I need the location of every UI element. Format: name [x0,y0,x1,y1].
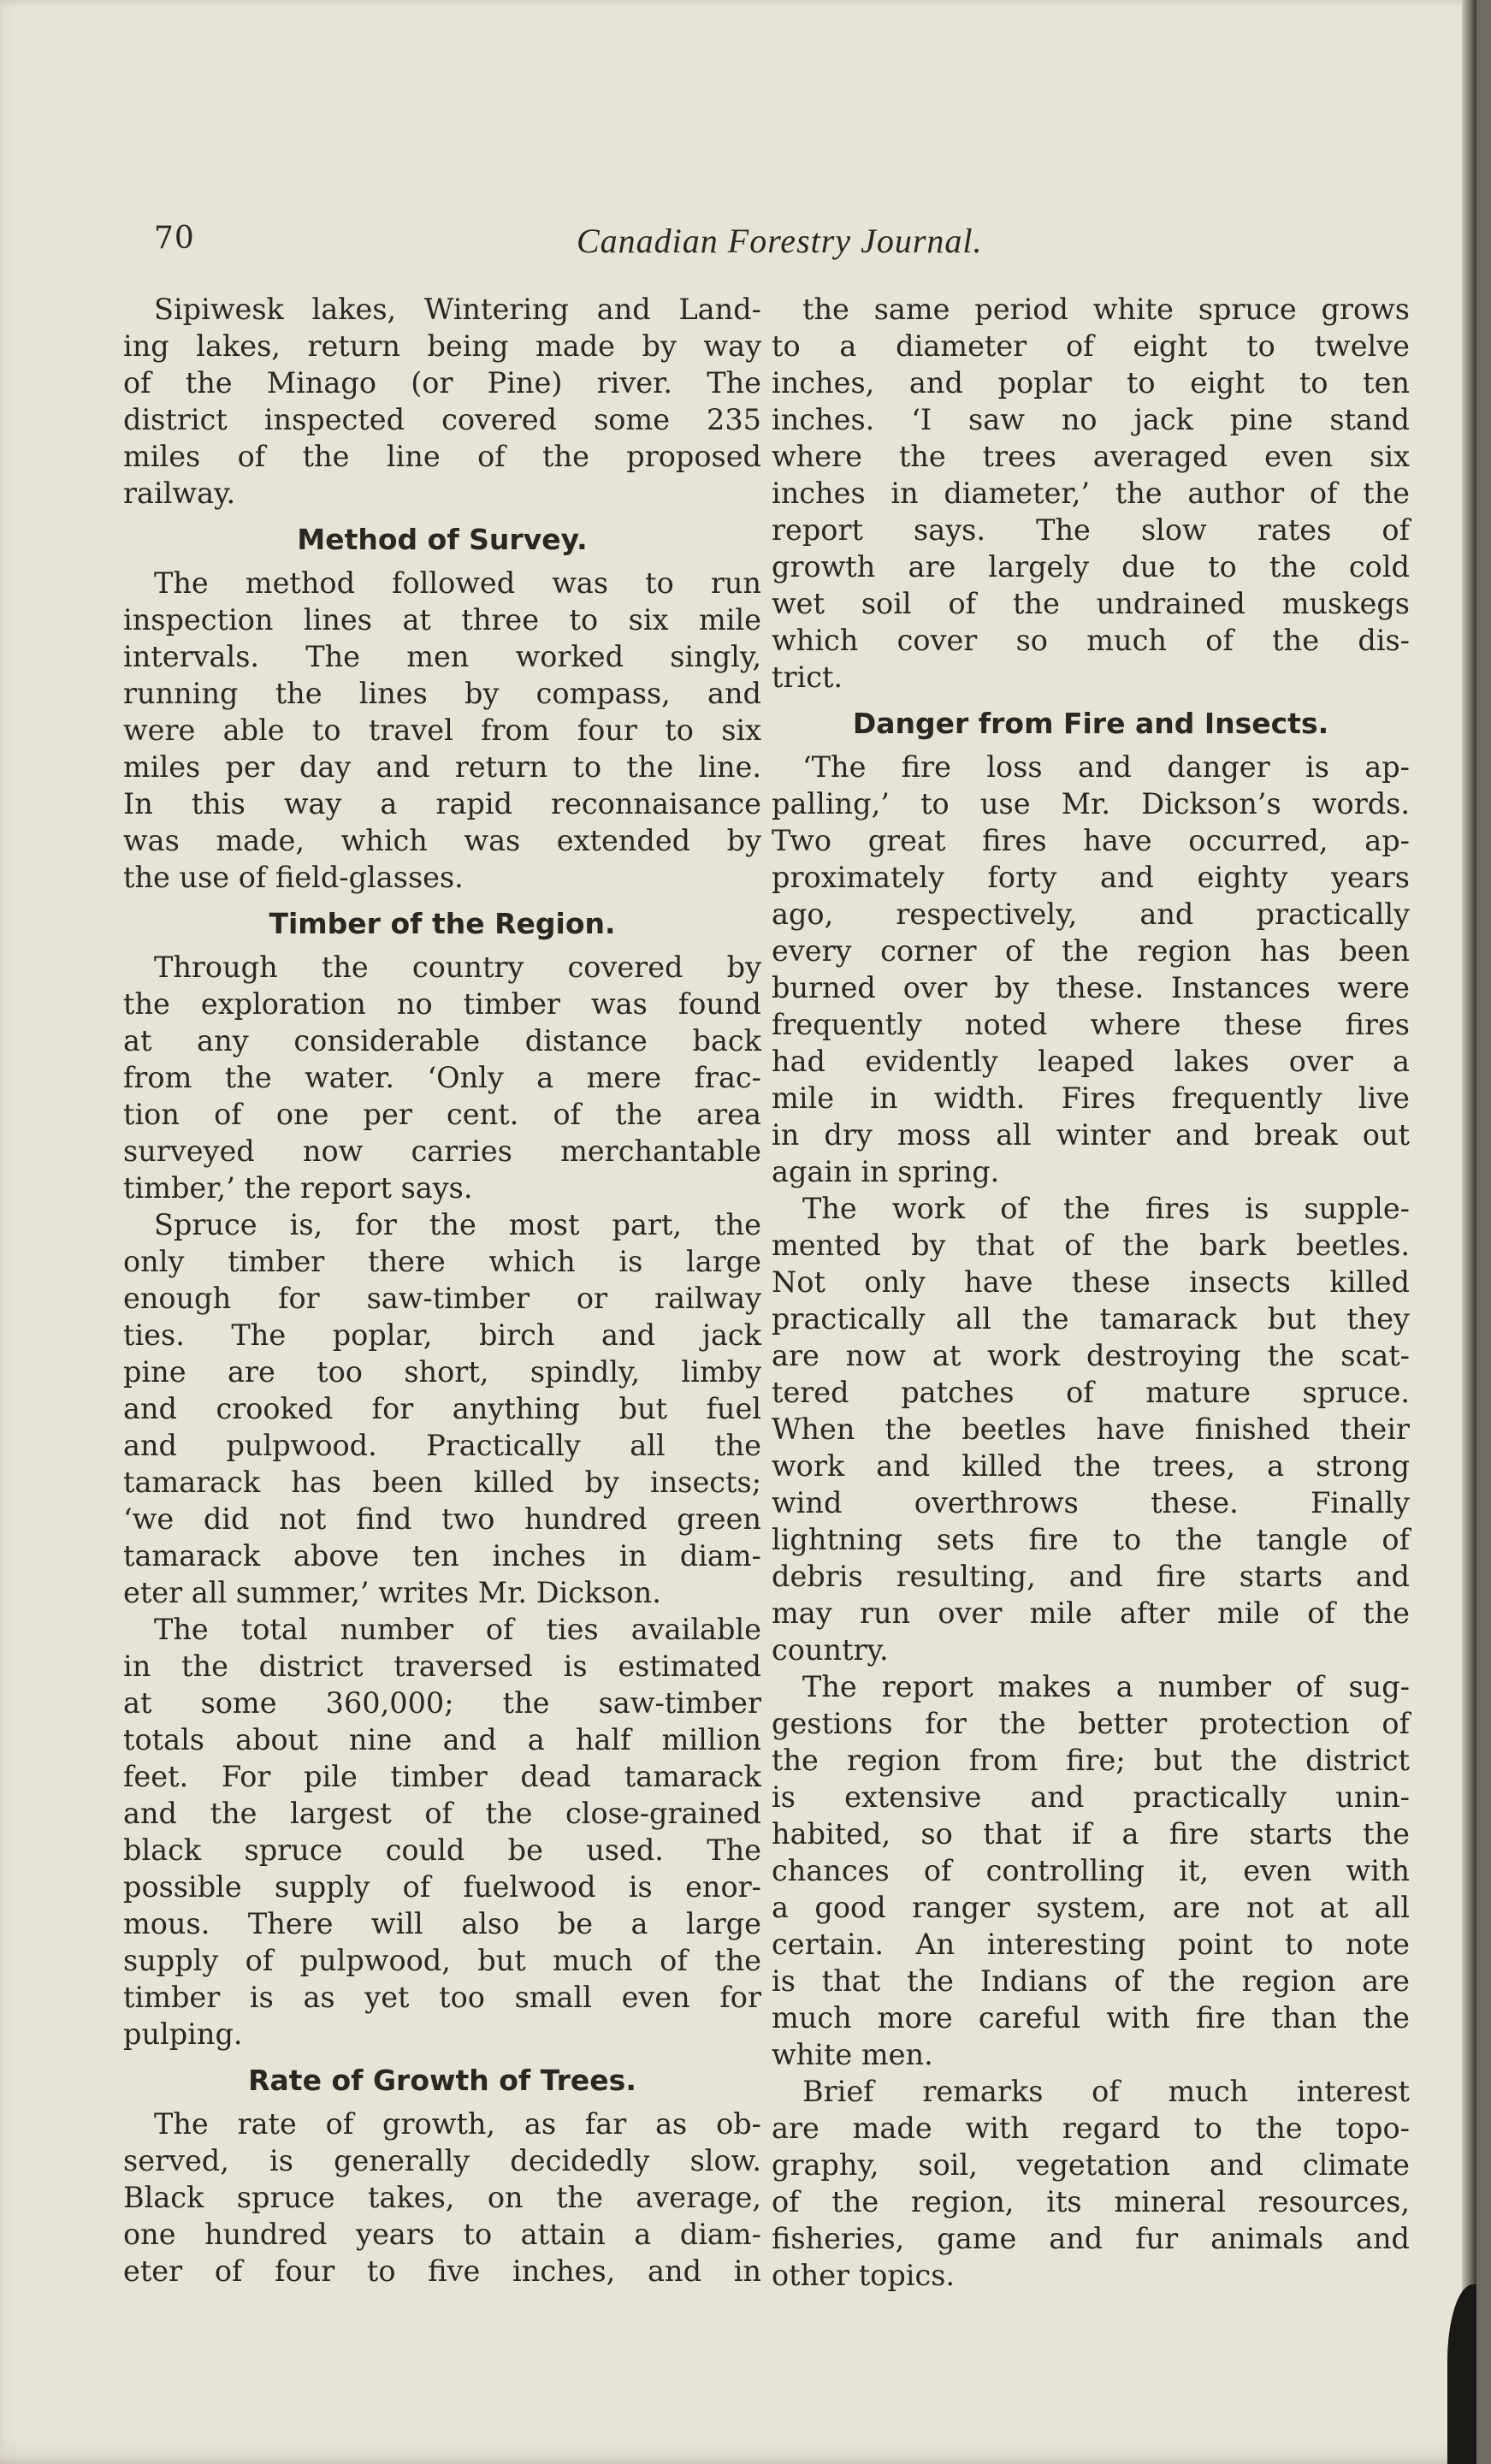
text-line: The rate of growth, as far as ob- [154,2107,761,2141]
paragraph [123,949,761,1206]
text-line: inspection lines at three to six mile [123,603,761,637]
text-line: may run over mile after mile of the [772,1596,1410,1630]
text-line: certain. An interesting point to note [772,1928,1410,1961]
text-line: and the largest of the close-grained [123,1797,761,1830]
text-line: When the beetles have finished their [772,1413,1410,1446]
text-line: Through the country covered by [154,951,761,984]
text-line: inches. ‘I saw no jack pine stand [772,403,1410,436]
text-line: ‘The fire loss and danger is ap- [802,750,1410,784]
text-line: a good ranger system, are not at all [772,1891,1410,1924]
text-line: possible supply of fuelwood is enor- [123,1870,761,1904]
text-line: of the Minago (or Pine) river. The [123,366,761,400]
text-line: supply of pulpwood, but much of the [123,1944,761,1977]
paragraph [772,1190,1410,1668]
text-line: ing lakes, return being made by way [123,329,761,363]
text-line: district inspected covered some 235 [123,403,761,436]
text-line: is that the Indians of the region are [772,1964,1410,1998]
page-number: 70 [154,221,195,256]
text-line: ago, respectively, and practically [772,897,1410,931]
text-line: totals about nine and a half million [123,1723,761,1756]
paragraph [772,1668,1410,2073]
text-line: In this way a rapid reconnaisance [123,787,761,820]
text-line: Black spruce takes, on the average, [123,2181,761,2214]
text-line: mile in width. Fires frequently live [772,1081,1410,1115]
text-line: the use of field-glasses. [123,861,464,894]
text-line: Two great fires have occurred, ap- [772,824,1410,857]
text-line: gestions for the better protection of [772,1707,1410,1740]
right-column [772,291,1410,2294]
paragraph [123,291,761,512]
text-line: is extensive and practically unin- [772,1780,1410,1814]
text-line: ‘we did not find two hundred green [123,1502,761,1536]
text-line: timber,’ the report says. [123,1171,473,1205]
left-column [123,291,761,2289]
text-line: other topics. [772,2259,956,2292]
text-line: trict. [772,660,843,694]
text-line: wet soil of the undrained muskegs [772,587,1410,620]
text-line: miles of the line of the proposed [123,440,761,473]
text-line: tion of one per cent. of the area [123,1098,761,1131]
section-heading: Rate of Growth of Trees. [248,2064,636,2097]
text-line: country. [772,1633,889,1667]
text-line: lightning sets fire to the tangle of [772,1523,1410,1556]
text-line: tamarack has been killed by insects; [123,1466,761,1499]
text-line: miles per day and return to the line. [123,750,761,784]
section-heading: Timber of the Region. [269,907,616,940]
text-line: mented by that of the bark beetles. [772,1229,1410,1262]
text-line: had evidently leaped lakes over a [772,1045,1410,1078]
paragraph [772,2073,1410,2294]
text-line: The work of the fires is supple- [802,1192,1410,1225]
text-line: The report makes a number of sug- [802,1670,1410,1703]
text-line: enough for saw-timber or railway [123,1282,761,1315]
text-line: The method followed was to run [154,566,761,600]
section-heading: Method of Survey. [297,523,588,556]
text-line: are now at work destroying the scat- [772,1339,1410,1372]
text-line: at any considerable distance back [123,1024,761,1057]
text-line: every corner of the region has been [772,934,1410,968]
text-line: growth are largely due to the cold [772,550,1410,583]
paragraph [772,291,1410,696]
text-line: Not only have these insects killed [772,1265,1410,1299]
text-line: the region from fire; but the district [772,1744,1410,1777]
text-line: was made, which was extended by [123,824,761,857]
page-corner-mark [1447,2284,1476,2464]
text-line: inches in diameter,’ the author of the [772,477,1410,510]
text-line: railway. [123,477,236,510]
page-edge-shadow [1462,0,1476,2464]
text-line: and pulpwood. Practically all the [123,1429,761,1462]
text-line: frequently noted where these fires [772,1008,1410,1041]
text-line: the exploration no timber was found [123,987,761,1021]
text-line: ties. The poplar, birch and jack [123,1318,761,1352]
text-line: palling,’ to use Mr. Dickson’s words. [772,787,1410,820]
text-line: tamarack above ten inches in diam- [123,1539,761,1573]
text-line: running the lines by compass, and [123,677,761,710]
text-line: Sipiwesk lakes, Wintering and Land- [154,293,761,326]
text-line: proximately forty and eighty years [772,861,1410,894]
text-line: of the region, its mineral resources, [772,2185,1410,2218]
text-line: debris resulting, and fire starts and [772,1560,1410,1593]
page-header [154,221,1009,272]
journal-title: Canadian Forestry Journal. [577,222,983,260]
text-line: chances of controlling it, even with [772,1854,1410,1887]
text-line: inches, and poplar to eight to ten [772,366,1410,400]
text-line: at some 360,000; the saw-timber [123,1686,761,1720]
text-line: only timber there which is large [123,1245,761,1278]
text-line: one hundred years to attain a diam- [123,2218,761,2251]
text-line: black spruce could be used. The [123,1833,761,1867]
paragraph [123,1611,761,2052]
text-line: served, is generally decidedly slow. [123,2144,761,2177]
text-line: in dry moss all winter and break out [772,1118,1410,1152]
text-line: the same period white spruce grows [802,293,1410,326]
text-line: Brief remarks of much interest [802,2075,1410,2108]
text-line: much more careful with fire than the [772,2001,1410,2035]
paragraph [123,1206,761,1611]
text-line: timber is as yet too small even for [123,1981,761,2014]
text-line: work and killed the trees, a strong [772,1449,1410,1483]
text-line: intervals. The men worked singly, [123,640,761,673]
text-line: were able to travel from four to six [123,714,761,747]
text-line: which cover so much of the dis- [772,624,1410,657]
text-line: habited, so that if a fire starts the [772,1817,1410,1851]
text-line: report says. The slow rates of [772,513,1410,547]
text-line: to a diameter of eight to twelve [772,329,1410,363]
text-line: mous. There will also be a large [123,1907,761,1940]
text-line: white men. [772,2038,933,2071]
text-line: from the water. ‘Only a mere frac- [123,1061,761,1094]
text-line: eter all summer,’ writes Mr. Dickson. [123,1576,661,1609]
text-line: wind overthrows these. Finally [772,1486,1410,1519]
text-line: tered patches of mature spruce. [772,1376,1410,1409]
text-line: fisheries, game and fur animals and [772,2222,1410,2255]
text-line: in the district traversed is estimated [123,1650,761,1683]
text-line: practically all the tamarack but they [772,1302,1410,1336]
paragraph [123,565,761,896]
paragraph [772,749,1410,1190]
text-line: pulping. [123,2017,243,2051]
text-line: surveyed now carries merchantable [123,1134,761,1168]
text-line: again in spring. [772,1155,1000,1188]
text-line: feet. For pile timber dead tamarack [123,1760,761,1793]
text-line: pine are too short, spindly, limby [123,1355,761,1389]
text-line: graphy, soil, vegetation and climate [772,2148,1410,2182]
paragraph [123,2106,761,2289]
section-heading: Danger from Fire and Insects. [852,707,1329,740]
text-line: The total number of ties available [154,1613,761,1646]
text-line: eter of four to five inches, and in [123,2254,761,2288]
text-line: Spruce is, for the most part, the [154,1208,761,1241]
text-line: are made with regard to the topo- [772,2112,1410,2145]
text-line: and crooked for anything but fuel [123,1392,761,1425]
text-line: burned over by these. Instances were [772,971,1410,1004]
text-line: where the trees averaged even six [772,440,1410,473]
